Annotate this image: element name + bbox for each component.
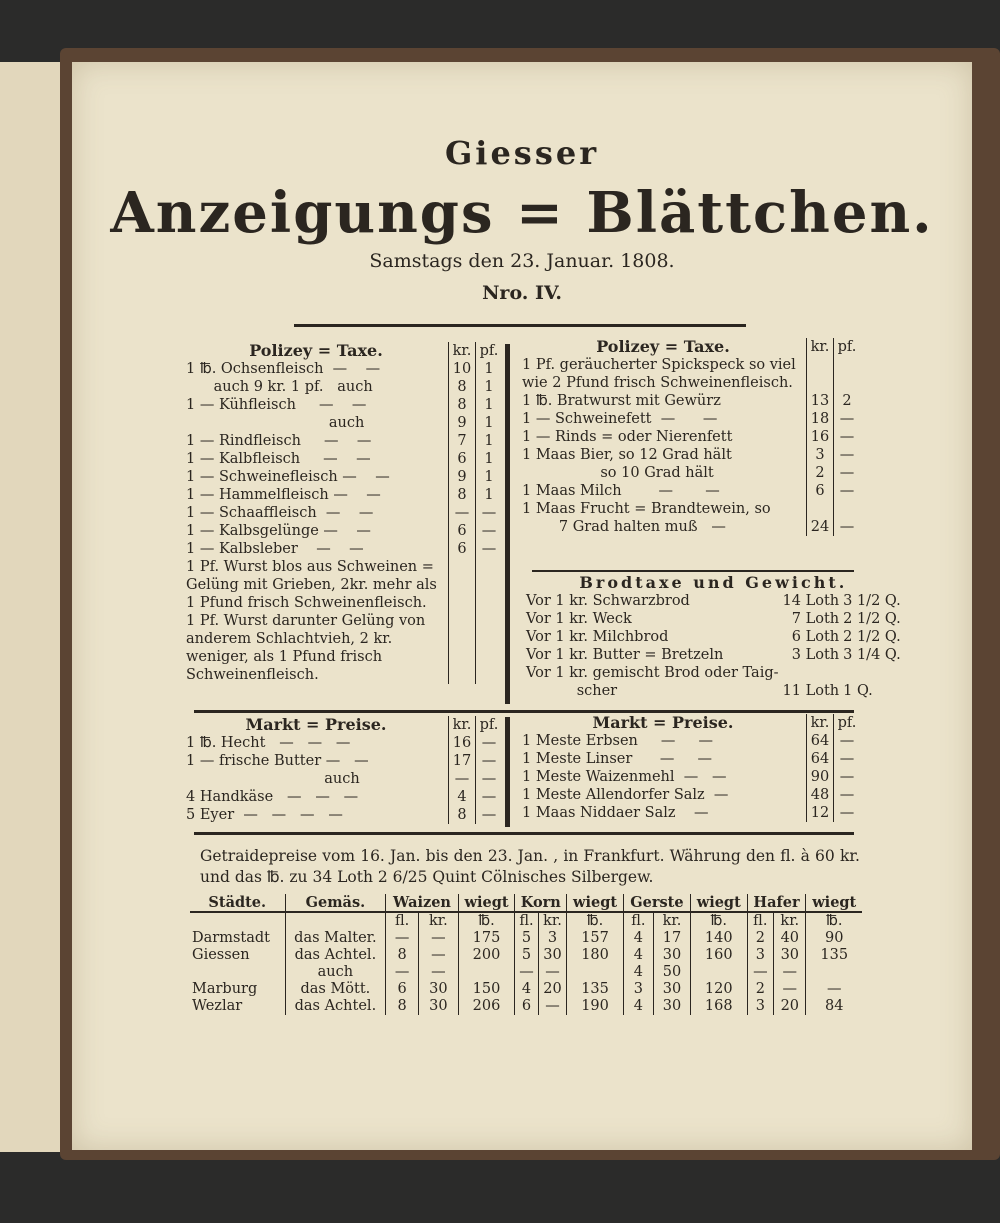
price-pf: — [834,464,861,482]
unit-header [285,912,386,930]
table-row [520,410,860,428]
grain-value: 30 [653,998,690,1015]
item-label: 1 — Schweinefett — — [522,411,718,427]
price-pf: — [476,770,503,788]
grain-value: — [806,981,862,998]
item-label: 4 Handkäse — — — [186,789,359,805]
price-kr [807,356,834,392]
column-header: wiegt [691,894,748,912]
price-pf: 1 [476,414,503,432]
unit-header: kr. [418,912,458,930]
measure: das Achtel. [285,947,386,964]
price-kr: 8 [449,396,476,414]
grain-value: 3 [747,998,774,1015]
bread-loth: 7 Loth [791,611,840,627]
price-kr: 90 [807,768,834,786]
column-header: Hafer [747,894,806,912]
measure: auch [285,964,386,981]
item-label: auch 9 kr. 1 pf. auch [186,379,373,395]
item-label: 1 Maas Bier, so 12 Grad hält [522,447,732,463]
column-header: Korn [515,894,567,912]
unit-header: fl. [623,912,653,930]
price-kr: 8 [449,806,476,824]
item-label: 1 Pf. Wurst darunter Gelüng von anderem Schlachtvieh, 2 kr. weniger, als 1 Pfund frisch Schweinenfleisch. [186,613,426,683]
city-name: Marburg [192,981,258,997]
issue-number: Nro. IV. [482,282,562,304]
measure: das Malter. [285,930,386,947]
grain-value: 3 [747,947,774,964]
table-row [520,500,860,518]
grain-value: 4 [623,964,653,981]
item-label: 1 — Hammelfleisch — — [186,487,381,503]
table-row [184,432,502,450]
grain-value: 8 [386,947,419,964]
table-row [520,428,860,446]
price-kr [449,612,476,684]
table-row [524,664,903,682]
item-label: 1 — Schaaffleisch — — [186,505,374,521]
markt_right-table [520,714,860,822]
bread-quint: 1 Q. [843,683,873,699]
grain-value: 168 [691,998,748,1015]
subheader-row [190,912,862,930]
bread-quint: 2 1/2 Q. [843,611,901,627]
bread-quint: 2 1/2 Q. [843,629,901,645]
price-pf [476,612,503,684]
price-kr: 48 [807,786,834,804]
grain-value: 2 [747,981,774,998]
price-pf: — [476,806,503,824]
grain-value: — [538,998,567,1015]
table-row [520,482,860,500]
table-row [520,392,860,410]
newspaper-page [72,62,972,1150]
grain-value: — [418,964,458,981]
price-kr: 6 [449,522,476,540]
item-label: 7 Grad halten muß — [522,519,726,535]
unit-header: fl. [386,912,419,930]
item-label: 1 — Kalbsleber — — [186,541,364,557]
price-pf: 1 [476,378,503,396]
grain-value: — [774,964,806,981]
table-row [184,806,502,824]
column-header: wiegt [806,894,862,912]
table-row [520,518,860,536]
issue-date: Samstags den 23. Januar. 1808. [369,250,675,272]
grain-value [458,964,515,981]
grain-table [190,894,862,1015]
section-title: Markt = Preise. [245,715,387,734]
table-row [184,504,502,522]
grain-value: 40 [774,930,806,947]
header-row [520,338,860,356]
markt-preise-right [520,714,860,822]
table-row [520,732,860,750]
table-row [190,947,862,964]
bread-item: Vor 1 kr. Schwarzbrod [526,593,690,609]
measure: das Achtel. [285,998,386,1015]
city-name: Darmstadt [192,930,270,946]
table-row [184,558,502,612]
grain-value: 17 [653,930,690,947]
grain-value: 90 [806,930,862,947]
price-kr: 17 [449,752,476,770]
column-header: wiegt [567,894,624,912]
price-kr: 10 [449,360,476,378]
col-pf-header: pf. [476,342,503,360]
price-kr: 6 [449,450,476,468]
item-label: 1 — Kalbfleisch — — [186,451,371,467]
grain-value: 180 [567,947,624,964]
unit-header: ℔. [691,912,748,930]
getraide-table [190,894,862,1015]
table-row [184,378,502,396]
price-kr: 12 [807,804,834,822]
item-label: 1 Meste Waizenmehl — — [522,769,727,785]
column-header: Gerste [623,894,690,912]
price-kr [807,500,834,518]
price-kr: 7 [449,432,476,450]
item-label: 1 Maas Niddaer Salz — [522,805,709,821]
bread-item: Vor 1 kr. Weck [526,611,632,627]
header-row [520,714,860,732]
price-pf: — [834,768,861,786]
bread-loth: 11 Loth [782,683,840,699]
brodtaxe-section [524,573,901,700]
grain-value [567,964,624,981]
bread-item: Vor 1 kr. Butter = Bretzeln [526,647,724,663]
grain-value: 3 [623,981,653,998]
price-pf: — [834,410,861,428]
col-kr-header: kr. [807,714,834,732]
unit-header: kr. [538,912,567,930]
grain-value: 4 [623,947,653,964]
table-row [524,628,903,646]
price-pf: — [476,522,503,540]
price-pf [834,356,861,392]
unit-header: ℔. [458,912,515,930]
brodtaxe-table [524,574,903,700]
item-label: 1 Maas Milch — — [522,483,720,499]
table-row [520,768,860,786]
table-row [184,486,502,504]
item-label: 1 Pf. geräucherter Spickspeck so viel wie 2 Pfund frisch Schweinenfleisch. [522,357,796,391]
grain-value: 30 [418,981,458,998]
price-pf: — [834,518,861,536]
price-pf: — [476,752,503,770]
item-label: 1 Meste Linser — — [522,751,712,767]
item-label: 1 Meste Allendorfer Salz — [522,787,729,803]
item-label: 1 — Schweinefleisch — — [186,469,390,485]
header-row [184,716,502,734]
unit-header: fl. [747,912,774,930]
grain-value: 30 [774,947,806,964]
grain-value: — [538,964,567,981]
item-label: 1 Meste Erbsen — — [522,733,713,749]
table-row [524,646,903,664]
price-pf: 1 [476,360,503,378]
grain-value: 4 [623,998,653,1015]
item-label: auch [186,415,365,431]
table-row [184,788,502,806]
item-label: so 10 Grad hält [522,465,714,481]
price-kr: 64 [807,732,834,750]
table-row [184,612,502,684]
price-pf: 1 [476,396,503,414]
bread-loth: 14 Loth [782,593,840,609]
bread-quint [841,664,903,682]
unit-header [190,912,285,930]
item-label: auch [186,771,360,787]
table-row [184,396,502,414]
city-name: Giessen [192,947,250,963]
table-row [524,682,903,700]
item-label: 1 — Kühfleisch — — [186,397,367,413]
table-row [184,540,502,558]
item-label: 1 ℔. Ochsenfleisch — — [186,361,381,377]
grain-value: 135 [567,981,624,998]
unit-header: kr. [774,912,806,930]
bread-quint: 3 1/4 Q. [843,647,901,663]
price-kr: 4 [449,788,476,806]
price-pf: — [834,786,861,804]
divider [194,832,854,835]
table-row [520,464,860,482]
price-pf: 1 [476,468,503,486]
header-row [184,342,502,360]
table-row [520,750,860,768]
item-label: 1 Maas Frucht = Brandtewein, so [522,501,771,517]
price-pf: — [834,428,861,446]
col-kr-header: kr. [807,338,834,356]
grain-value: 120 [691,981,748,998]
divider [294,324,746,327]
grain-value: 6 [515,998,538,1015]
price-kr: 2 [807,464,834,482]
grain-value: 30 [653,947,690,964]
column-divider [505,344,510,704]
grain-value: 30 [418,998,458,1015]
section-title: Brodtaxe und Gewicht. [579,573,848,592]
price-pf: — [834,482,861,500]
price-kr: 6 [449,540,476,558]
price-pf: — [476,504,503,522]
price-kr: 16 [807,428,834,446]
section-title: Polizey = Taxe. [249,341,383,360]
col-pf-header: pf. [834,714,861,732]
table-row [524,592,903,610]
table-row [520,804,860,822]
markt-preise-left [184,716,502,824]
table-row [520,786,860,804]
section-title: Polizey = Taxe. [596,337,730,356]
polizey_left-table [184,342,502,684]
bread-item: Vor 1 kr. Milchbrod [526,629,669,645]
grain-value: — [418,947,458,964]
col-pf-header: pf. [476,716,503,734]
grain-value: 30 [538,947,567,964]
grain-value [806,964,862,981]
table-row [184,752,502,770]
bread-quint: 3 1/2 Q. [843,593,901,609]
polizey-taxe-left [184,342,502,684]
grain-value: 157 [567,930,624,947]
table-row [190,964,862,981]
item-label: 1 — frische Butter — — [186,753,369,769]
grain-value: — [515,964,538,981]
price-kr: — [449,504,476,522]
price-pf: — [834,750,861,768]
unit-header: fl. [515,912,538,930]
header-row [524,574,903,592]
column-header: Waizen [386,894,459,912]
getraide-intro: Getraidepreise vom 16. Jan. bis den 23. Jan. , in Frankfurt. Währung den fl. à 60 kr. und das ℔. zu 34 Loth 2 6/25 Quint Cölnisches Silbergew. [200,847,860,886]
table-row [190,981,862,998]
table-row [520,446,860,464]
grain-value [691,964,748,981]
table-row [184,414,502,432]
grain-value: 150 [458,981,515,998]
grain-value: 5 [515,947,538,964]
bread-item: Vor 1 kr. gemischt Brod oder Taig- [526,665,779,681]
column-header: Gemäs. [285,894,386,912]
unit-header: ℔. [806,912,862,930]
col-kr-header: kr. [449,342,476,360]
price-pf: 1 [476,486,503,504]
price-pf: — [834,732,861,750]
bread-loth: 6 Loth [791,629,840,645]
polizey_right-table [520,338,860,536]
table-row [184,360,502,378]
city-name: Wezlar [192,998,243,1014]
grain-value: — [774,981,806,998]
bread-item: scher [526,683,618,699]
grain-value: — [747,964,774,981]
price-kr: 13 [807,392,834,410]
grain-value: — [418,930,458,947]
table-row [184,450,502,468]
unit-header: ℔. [567,912,624,930]
price-kr: 9 [449,468,476,486]
price-kr: 9 [449,414,476,432]
price-pf: 1 [476,432,503,450]
masthead-line1: Giesser [444,134,600,172]
table-row [190,930,862,947]
grain-value: 160 [691,947,748,964]
column-header: wiegt [458,894,515,912]
price-kr: 3 [807,446,834,464]
grain-value: 84 [806,998,862,1015]
grain-value: 20 [538,981,567,998]
markt_left-table [184,716,502,824]
price-kr [449,558,476,612]
table-row [184,734,502,752]
divider [532,570,854,572]
price-pf: — [476,734,503,752]
grain-value: 190 [567,998,624,1015]
table-row [524,610,903,628]
grain-value: — [386,930,419,947]
price-pf: — [476,788,503,806]
item-label: 5 Eyer — — — — [186,807,343,823]
table-row [184,522,502,540]
item-label: 1 — Rinds = oder Nierenfett [522,429,733,445]
price-kr: 16 [449,734,476,752]
grain-value: 5 [515,930,538,947]
section-title: Markt = Preise. [592,713,734,732]
price-kr: 8 [449,486,476,504]
divider [194,710,854,713]
unit-header: kr. [653,912,690,930]
price-kr: 64 [807,750,834,768]
grain-value: 206 [458,998,515,1015]
price-kr: 6 [807,482,834,500]
table-row [184,770,502,788]
grain-value: 200 [458,947,515,964]
col-pf-header: pf. [834,338,861,356]
grain-value: 50 [653,964,690,981]
grain-value: 20 [774,998,806,1015]
item-label: 1 ℔. Hecht — — — [186,735,351,751]
header-row [190,894,862,912]
price-pf: 2 [834,392,861,410]
city-name [190,964,285,981]
column-divider [505,717,510,827]
grain-value: 6 [386,981,419,998]
item-label: 1 ℔. Bratwurst mit Gewürz [522,393,721,409]
grain-value: 4 [623,930,653,947]
grain-value: 3 [538,930,567,947]
grain-value: 8 [386,998,419,1015]
price-kr: 18 [807,410,834,428]
price-pf [834,500,861,518]
bread-loth: 3 Loth [791,647,840,663]
price-kr: 8 [449,378,476,396]
grain-value: 140 [691,930,748,947]
grain-value: 2 [747,930,774,947]
table-row [184,468,502,486]
grain-value: 30 [653,981,690,998]
price-pf: — [834,804,861,822]
grain-value: — [386,964,419,981]
column-header: Städte. [190,894,285,912]
price-pf: — [476,540,503,558]
polizey-taxe-right [520,338,860,536]
table-row [190,998,862,1015]
price-pf: — [834,446,861,464]
price-kr: 24 [807,518,834,536]
table-row [520,356,860,392]
masthead-title: Anzeigungs = Blättchen. [110,180,934,246]
measure: das Mött. [285,981,386,998]
grain-value: 135 [806,947,862,964]
grain-value: 4 [515,981,538,998]
price-pf: 1 [476,450,503,468]
grain-value: 175 [458,930,515,947]
price-pf [476,558,503,612]
price-kr: — [449,770,476,788]
item-label: 1 — Rindfleisch — — [186,433,372,449]
col-kr-header: kr. [449,716,476,734]
item-label: 1 — Kalbsgelünge — — [186,523,371,539]
bread-loth [781,664,842,682]
item-label: 1 Pf. Wurst blos aus Schweinen = Gelüng mit Grieben, 2kr. mehr als 1 Pfund frisch Schweinenfleisch. [186,559,437,611]
